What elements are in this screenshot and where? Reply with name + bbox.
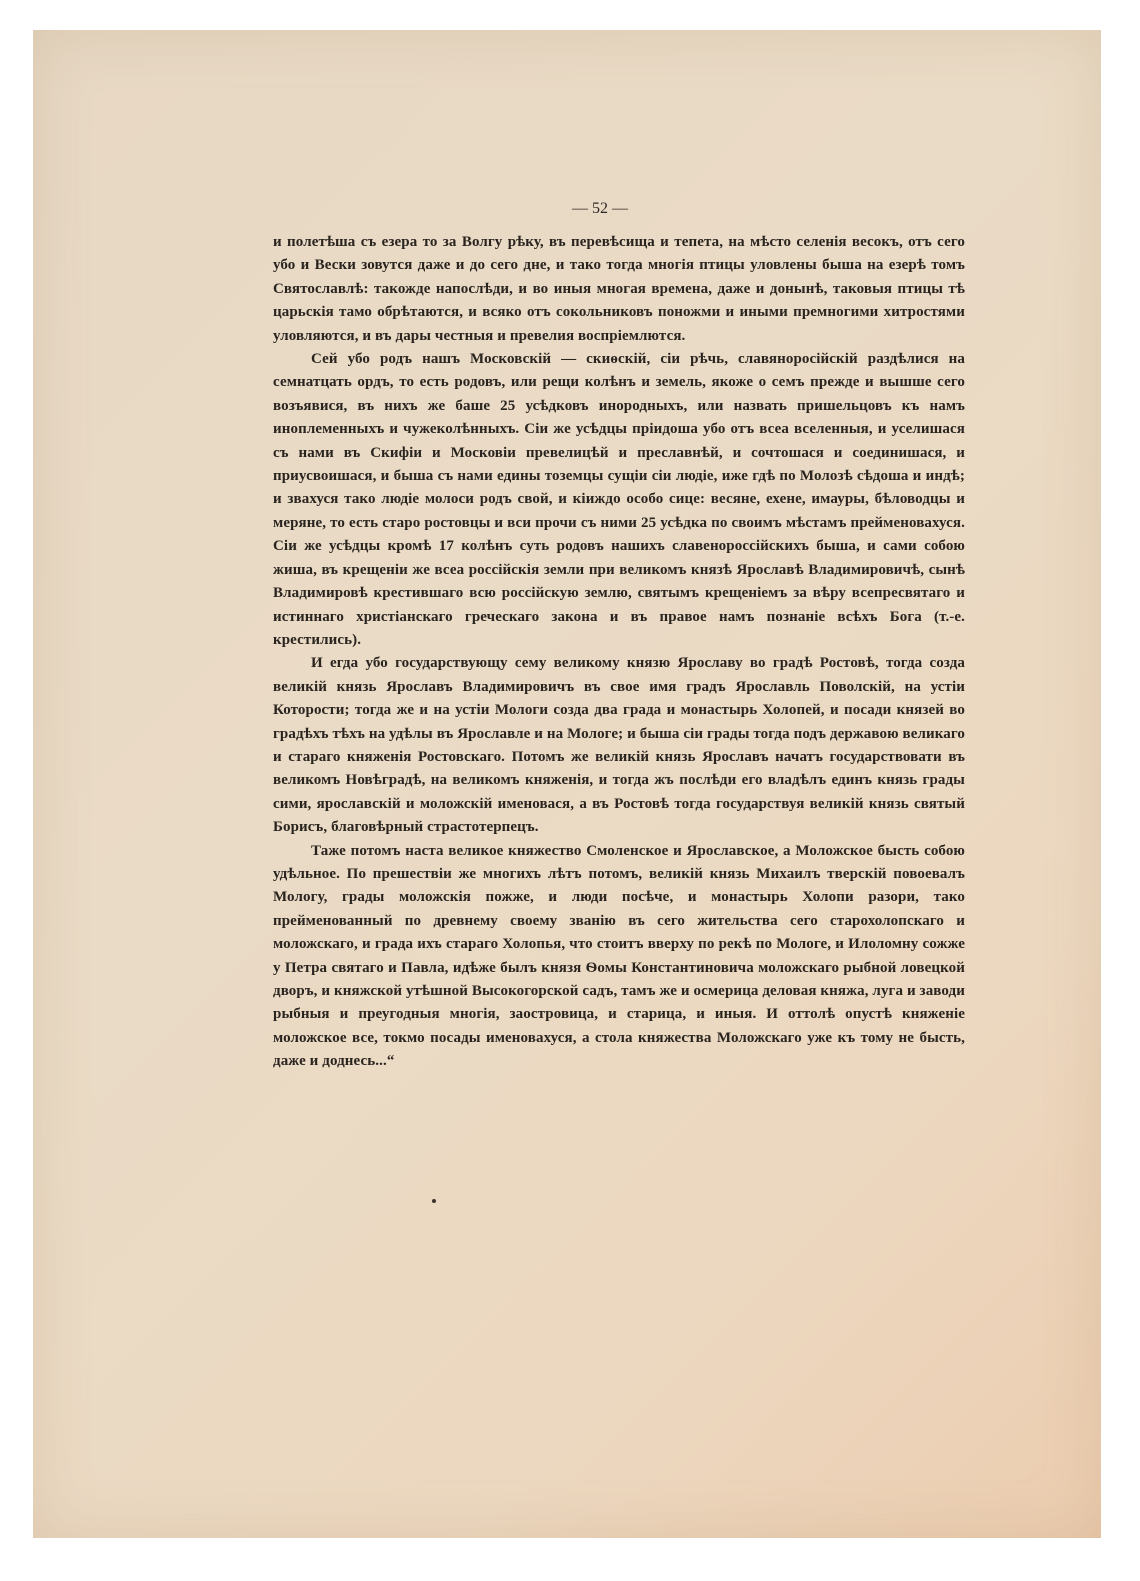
paragraph-3: И егда убо государствующу сему великому князю Ярославу во градѣ Ростовѣ, тогда созда великій князь Ярославъ Владимировичъ въ свое имя градъ Ярославль Поволскій, на устіи Которости; тогда же и на устіи Мологи созда два града и монастырь Холопей, и посади князей во градѣхъ тѣхъ на удѣлы въ Ярославле и на Мологе; и быша сіи грады тогда подъ державою великаго и стараго княженія Ростовскаго. Потомъ же великій князь Ярославъ начатъ государствовати въ великомъ Новѣградѣ, на великомъ княженія, и тогда жъ послѣди его владѣлъ единъ князь грады сими, ярославскій и моложскій именовася, а въ Ростовѣ тогда государствуя великій князь святый Борисъ, благовѣрный страстотерпецъ. xyxy=(273,655,965,836)
paragraph-1: и полетѣша съ езера то за Волгу рѣку, въ перевѣсища и тепета, на мѣсто селенія весокъ, отъ сего убо и Вески зовутся даже и до сего дне, и тако тогда многія птицы уловлены быша на езерѣ томъ Святославлѣ: такожде напослѣди, и во иныя многая времена, даже и донынѣ, таковыя птицы тѣ царьскія тамо обрѣтаются, и всяко отъ сокольниковъ поножми и иными премногими хитростями уловляются, и въ дары честныя и превелия воспріемлются. xyxy=(273,234,965,344)
page-number: — 52 — xyxy=(572,200,628,217)
body-text xyxy=(273,231,965,1074)
ink-speck xyxy=(432,1199,436,1203)
paragraph-4: Таже потомъ наста великое княжество Смоленское и Ярославское, а Моложское бысть собою удѣльное. По прешествіи же многихъ лѣтъ потомъ, великій князь Михаилъ тверскій повоевалъ Мологу, грады моложскія пожже, и люди посѣче, и монастырь Холопи разори, тако прейменованный по древнему своему званію въ сего жительства сего старохолопскаго и моложскаго, и града ихъ стараго Холопья, что стоитъ вверху по рекѣ по Мологе, и Илоломну сожже у Петра святаго и Павла, идѣже былъ князя Ѳомы Константиновича моложскаго рыбной ловецкой дворъ, и княжской утѣшной Высокогорской садъ, тамъ же и осмерица деловая княжа, луга и заводи рыбныя и преугодныя многія, заостровица, и старица, и иныя. И оттолѣ опустѣ княженіе моложское все, токмо посады именовахуся, а стола княжества Моложскаго уже къ тому не бысть, даже и доднесь...“ xyxy=(273,842,965,1070)
paragraph-2: Сей убо родъ нашъ Московскій — скиѳскій, сіи рѣчь, славяноросійскій раздѣлися на семнатцать ордъ, то есть родовъ, или рещи колѣнъ и земель, якоже о семъ прежде и вышше сего возъявися, въ нихъ же баше 25 усѣдковъ инородныхъ, или назвать пришельцовъ къ намъ иноплеменныхъ и чужеколѣнныхъ. Сіи же усѣдцы пріидоша убо отъ всеа вселенныя, и уселишася съ нами въ Скифіи и Московіи превелицѣй и преславнѣй, и сочтошася и соединишася, и приусвоишася, и быша съ нами едины тоземцы сущіи сіи людіе, иже гдѣ по Молозѣ сѣдоша и индѣ; и звахуся тако людіе молоси родъ свой, и кіиждо особо сице: весяне, ехене, имауры, бѣловодцы и меряне, то есть старо ростовцы и вси прочи съ ними 25 усѣдка по своимъ мѣстамъ прейменовахуся. Сіи же усѣдцы кромѣ 17 колѣнъ суть родовъ нашихъ славенороссійскихъ быша, и сами собою жиша, въ крещеніи же всеа россійскія земли при великомъ князѣ Ярославѣ Владимировичѣ, сынѣ Владимировѣ крестившаго всю россійскую землю, святымъ крещеніемъ за вѣру всепресвятаго и истиннаго христіанскаго греческаго закона и въ правое намъ познаніе всѣхъ Бога (т.-е. крестились). xyxy=(273,351,965,648)
